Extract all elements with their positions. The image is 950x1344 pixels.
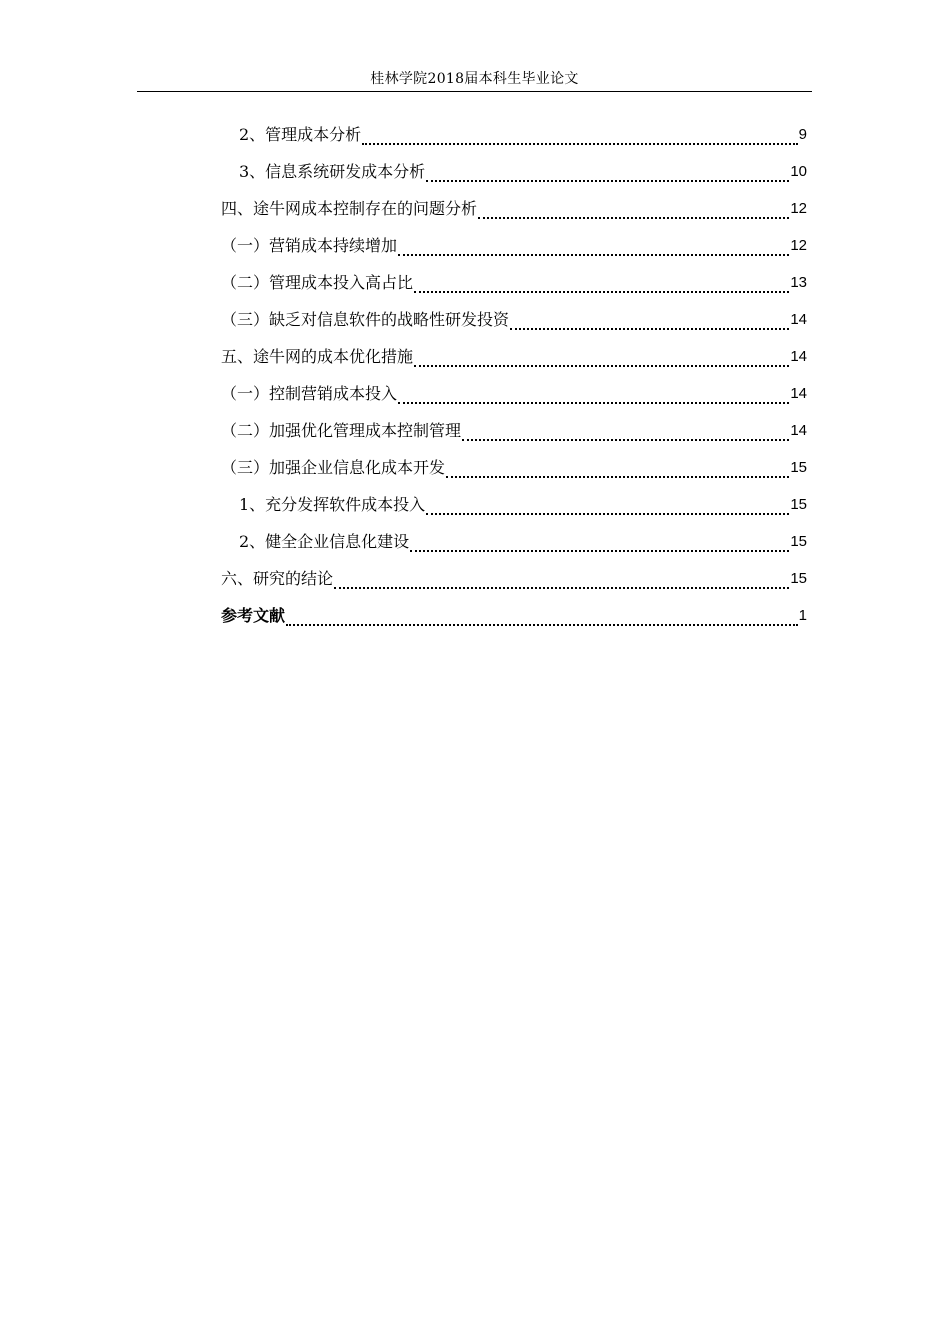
toc-entry[interactable]	[221, 227, 807, 264]
toc-dot-leader	[414, 277, 789, 293]
toc-entry[interactable]	[221, 486, 807, 523]
toc-dot-leader	[478, 203, 789, 219]
toc-dot-leader	[398, 388, 789, 404]
toc-entry[interactable]	[221, 264, 807, 301]
toc-entry-title: （一）控制营销成本投入	[221, 383, 398, 403]
toc-entry[interactable]	[221, 153, 807, 190]
toc-entry-title: （三）加强企业信息化成本开发	[221, 457, 446, 477]
toc-entry-page: 1	[798, 606, 807, 624]
header-title: 桂林学院2018届本科生毕业论文	[370, 71, 579, 87]
toc-dot-leader	[286, 610, 798, 626]
toc-entry-title: 1、充分发挥软件成本投入	[239, 494, 426, 514]
toc-dot-leader	[426, 166, 789, 182]
table-of-contents	[221, 116, 807, 634]
toc-entry-page: 13	[790, 273, 807, 291]
toc-entry-page: 15	[790, 458, 807, 476]
toc-entry[interactable]	[221, 190, 807, 227]
toc-entry[interactable]	[221, 375, 807, 412]
toc-entry-title: （二）管理成本投入高占比	[221, 272, 414, 292]
toc-entry-title: （二）加强优化管理成本控制管理	[221, 420, 462, 440]
toc-dot-leader	[462, 425, 789, 441]
toc-entry-title: 参考文献	[221, 605, 286, 625]
toc-entry-title: （一）营销成本持续增加	[221, 235, 398, 255]
toc-dot-leader	[414, 351, 789, 367]
toc-entry-page: 14	[790, 421, 807, 439]
toc-entry-page: 9	[798, 125, 807, 143]
toc-dot-leader	[362, 129, 797, 145]
toc-dot-leader	[510, 314, 789, 330]
toc-entry-page: 15	[790, 532, 807, 550]
toc-entry-title: 2、健全企业信息化建设	[239, 531, 410, 551]
toc-entry-page: 15	[790, 569, 807, 587]
toc-entry-page: 12	[790, 236, 807, 254]
toc-entry-title: 五、途牛网的成本优化措施	[221, 346, 414, 366]
toc-entry-page: 14	[790, 347, 807, 365]
toc-dot-leader	[398, 240, 789, 256]
toc-entry[interactable]	[221, 116, 807, 153]
toc-entry-title: 四、途牛网成本控制存在的问题分析	[221, 198, 478, 218]
toc-entry[interactable]	[221, 560, 807, 597]
toc-entry-title: 3、信息系统研发成本分析	[239, 161, 426, 181]
toc-entry[interactable]	[221, 301, 807, 338]
toc-entry-title: 六、研究的结论	[221, 568, 334, 588]
toc-entry[interactable]	[221, 412, 807, 449]
toc-dot-leader	[410, 536, 789, 552]
toc-entry[interactable]	[221, 338, 807, 375]
toc-entry-title: （三）缺乏对信息软件的战略性研发投资	[221, 309, 510, 329]
toc-entry[interactable]	[221, 523, 807, 560]
page-header	[137, 70, 812, 92]
toc-entry-page: 14	[790, 384, 807, 402]
toc-dot-leader	[334, 573, 789, 589]
toc-entry-page: 14	[790, 310, 807, 328]
toc-entry-page: 12	[790, 199, 807, 217]
toc-entry-title: 2、管理成本分析	[239, 124, 362, 144]
toc-dot-leader	[446, 462, 789, 478]
toc-entry-page: 10	[790, 162, 807, 180]
toc-entry-references[interactable]	[221, 597, 807, 634]
toc-dot-leader	[426, 499, 789, 515]
toc-entry[interactable]	[221, 449, 807, 486]
toc-entry-page: 15	[790, 495, 807, 513]
